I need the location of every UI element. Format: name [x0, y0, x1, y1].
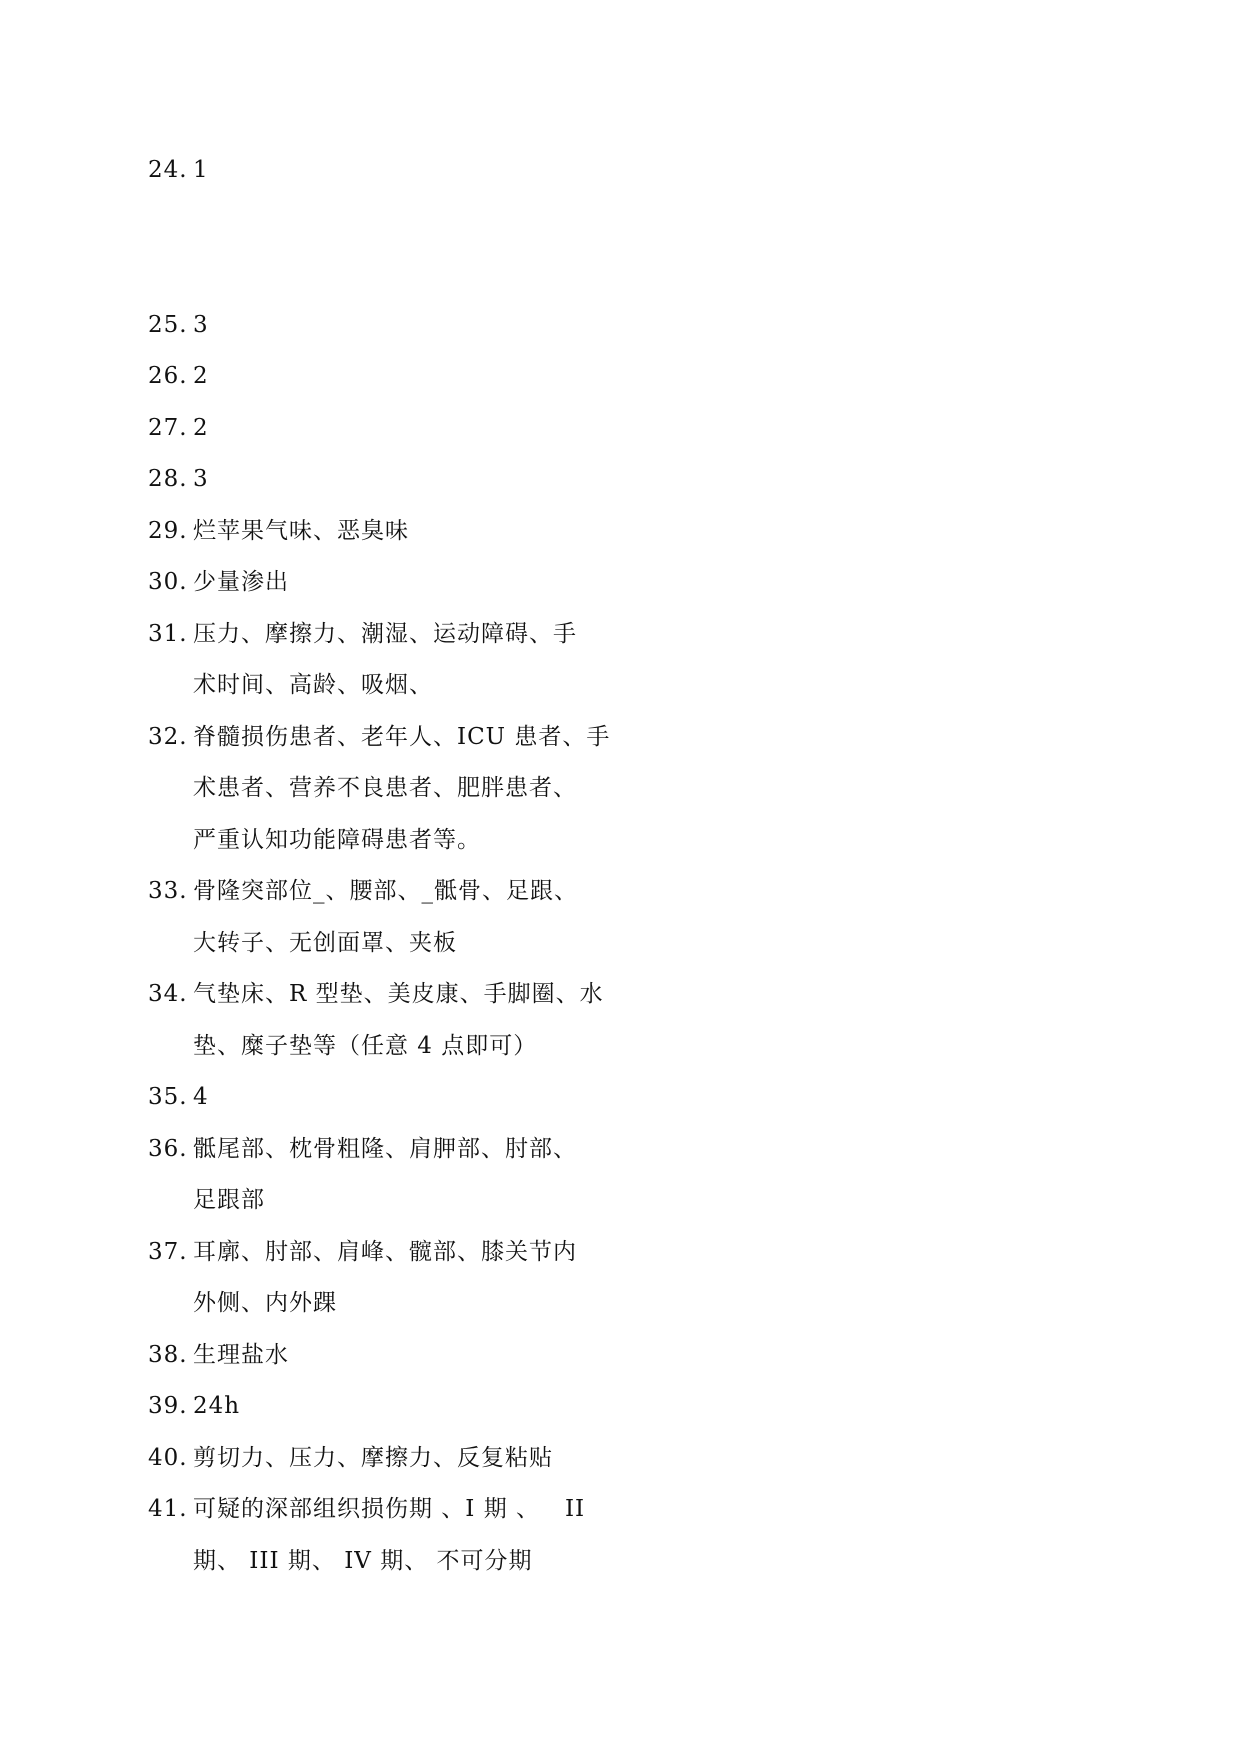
answer-text [193, 506, 668, 558]
answer-text-line: 2 [193, 414, 209, 441]
answer-number: 35. [148, 1084, 188, 1110]
answer-number: 30. [148, 569, 188, 595]
answer-item [148, 1330, 668, 1382]
answer-text [193, 1124, 668, 1227]
answer-number: 33. [148, 878, 188, 904]
answer-number: 28. [148, 466, 188, 492]
answer-text [193, 712, 668, 867]
answer-text-line: 3 [193, 311, 209, 338]
answer-item [148, 712, 668, 867]
answer-number: 36. [148, 1135, 188, 1162]
answer-text [193, 300, 668, 352]
answer-text-line: 骨隆突部位_、腰部、_骶骨、足跟、 [193, 878, 578, 904]
answer-number: 25. [148, 311, 188, 338]
answer-number: 27. [148, 414, 188, 441]
answer-text-line: 2 [193, 363, 209, 389]
answer-list [148, 145, 668, 1587]
section-gap [148, 197, 668, 300]
answer-item [148, 1484, 668, 1587]
answer-text [193, 866, 668, 969]
answer-item [148, 454, 668, 506]
answer-number: 40. [148, 1444, 188, 1471]
answer-text-line: 3 [193, 466, 209, 492]
answer-text-line: 严重认知功能障碍患者等。 [193, 826, 481, 853]
answer-text [193, 1484, 668, 1587]
answer-text [193, 969, 668, 1072]
answer-number: 24. [148, 157, 188, 183]
answer-text [193, 1227, 668, 1330]
answer-text-line: 压力、摩擦力、潮湿、运动障碍、手 [193, 620, 577, 647]
answer-item [148, 866, 668, 969]
answer-text-line: 期、 III 期、 IV 期、 不可分期 [193, 1547, 533, 1574]
answer-text-line: 24h [193, 1393, 241, 1419]
answer-item [148, 1072, 668, 1124]
answer-text-line: 可疑的深部组织损伤期 、I 期 、 II [193, 1496, 586, 1522]
answer-text [193, 145, 668, 197]
answer-text-line: 术患者、营养不良患者、肥胖患者、 [193, 775, 577, 801]
answer-text [193, 1381, 668, 1433]
answer-number: 39. [148, 1393, 188, 1419]
answer-text [193, 403, 668, 455]
answer-text [193, 557, 668, 609]
answer-item [148, 557, 668, 609]
answer-number: 38. [148, 1341, 188, 1368]
answer-item [148, 1124, 668, 1227]
answer-text-line: 少量渗出 [193, 569, 289, 595]
answer-text [193, 1072, 668, 1124]
answer-text-line: 1 [193, 157, 209, 183]
answer-text-line: 生理盐水 [193, 1341, 289, 1368]
answer-text-line: 4 [193, 1084, 209, 1110]
answer-number: 32. [148, 723, 188, 750]
answer-item [148, 351, 668, 403]
answer-item [148, 403, 668, 455]
answer-text [193, 454, 668, 506]
answer-item [148, 300, 668, 352]
answer-item [148, 145, 668, 197]
answer-number: 37. [148, 1238, 188, 1265]
answer-number: 29. [148, 517, 188, 544]
answer-text [193, 351, 668, 403]
answer-item [148, 1433, 668, 1485]
answer-number: 34. [148, 981, 188, 1007]
answer-number: 31. [148, 620, 188, 647]
answer-item [148, 1381, 668, 1433]
answer-text-line: 烂苹果气味、恶臭味 [193, 517, 409, 544]
answer-text-line: 术时间、高龄、吸烟、 [193, 672, 433, 698]
answer-item [148, 506, 668, 558]
answer-number: 41. [148, 1496, 188, 1522]
answer-text [193, 609, 668, 712]
answer-text [193, 1330, 668, 1382]
answer-text-line: 外侧、内外踝 [193, 1290, 337, 1316]
answer-text-line: 耳廓、肘部、肩峰、髋部、膝关节内 [193, 1238, 577, 1265]
answer-text-line: 剪切力、压力、摩擦力、反复粘贴 [193, 1444, 553, 1471]
answer-text-line: 大转子、无创面罩、夹板 [193, 929, 457, 956]
answer-item [148, 969, 668, 1072]
answer-text [193, 1433, 668, 1485]
answer-text-line: 脊髓损伤患者、老年人、ICU 患者、手 [193, 723, 611, 750]
answer-text-line: 足跟部 [193, 1187, 265, 1213]
answer-text-line: 骶尾部、枕骨粗隆、肩胛部、肘部、 [193, 1135, 577, 1162]
answer-number: 26. [148, 363, 188, 389]
answer-text-line: 垫、糜子垫等（任意 4 点即可） [193, 1032, 538, 1059]
answer-item [148, 1227, 668, 1330]
answer-item [148, 609, 668, 712]
answer-text-line: 气垫床、R 型垫、美皮康、手脚圈、水 [193, 981, 604, 1007]
